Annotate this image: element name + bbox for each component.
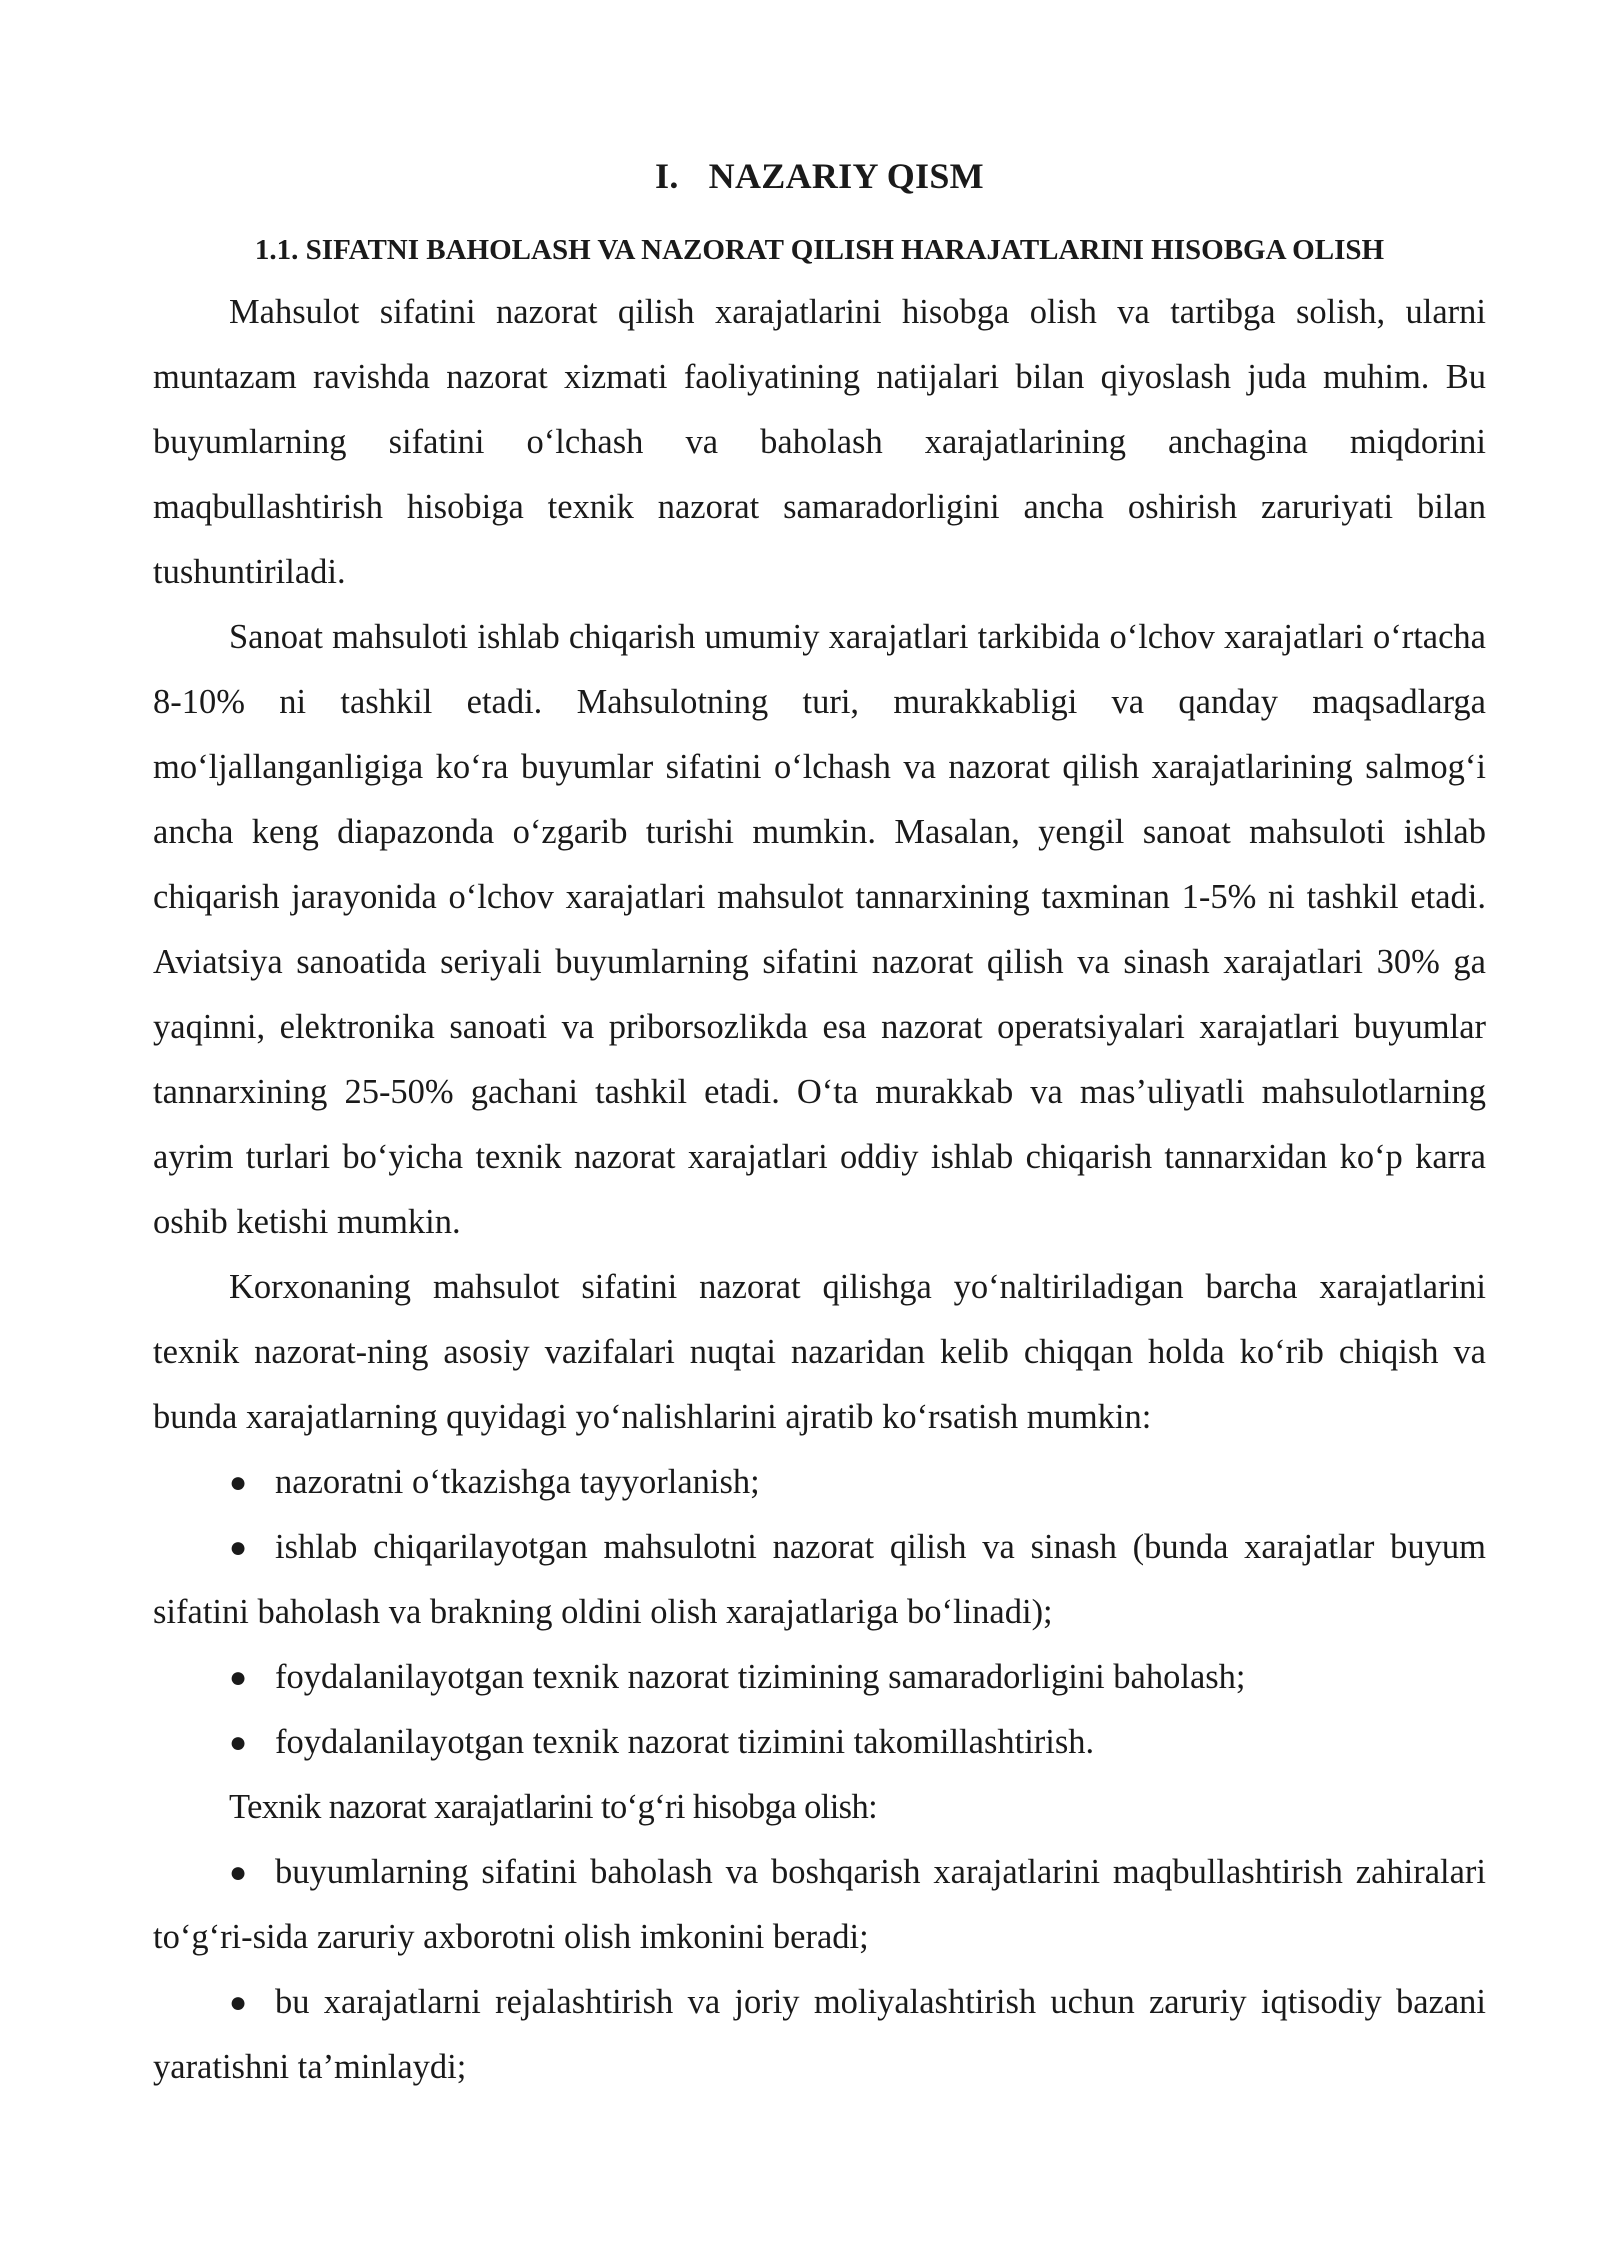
paragraph-2: Sanoat mahsuloti ishlab chiqarish umumiy xarajatlari tarkibida o‘lchov xarajatlari o‘rtacha 8-10% ni tashkil etadi. Mahsulotning turi, murakkabligi va qanday maqsadlarga mo‘ljallanganligiga ko‘ra buyumlar sifatini o‘lchash va nazorat qilish xarajatlarining salmog‘i ancha keng diapazonda o‘zgarib turishi mumkin. Masalan, yengil sanoat mahsuloti ishlab chiqarish jarayonida o‘lchov xarajatlari mahsulot tannarxining taxminan 1-5% ni tashkil etadi. Aviatsiya sanoatida seriyali buyumlarning sifatini nazorat qilish va sinash xarajatlari 30% ga yaqinni, elektronika sanoati va priborsozlikda esa nazorat operatsiyalari xarajatlari buyumlar tannarxining 25-50% gachani tashkil etadi. O‘ta murakkab va mas’uliyatli mahsulotlarning ayrim turlari bo‘yicha texnik nazorat xarajatlari oddiy ishlab chiqarish tannarxidan ko‘p karra oshib ketishi mumkin. (153, 618, 1486, 1241)
list-lead-text: Texnik nazorat xarajatlarini to‘g‘ri hisobga olish: (229, 1788, 878, 1826)
chapter-title-text: NAZARIY QISM (708, 156, 984, 196)
list-item-text: foydalanilayotgan texnik nazorat tizimini takomillashtirish. (275, 1723, 1095, 1761)
chapter-title (153, 150, 1486, 202)
section-title: 1.1. SIFATNI BAHOLASH VA NAZORAT QILISH HARAJATLARINI HISOBGA OLISH (254, 234, 1385, 266)
list-item (153, 1645, 1486, 1710)
chapter-number: I. (655, 156, 679, 196)
bullet-icon: ● (229, 1531, 248, 1564)
bullet-icon: ● (229, 1466, 248, 1499)
list-item (153, 1515, 1486, 1645)
paragraph-3: Korxonaning mahsulot sifatini nazorat qilishga yo‘naltiriladigan barcha xarajatlarini texnik nazorat-ning asosiy vazifalari nuqtai nazaridan kelib chiqqan holda ko‘rib chiqish va bunda xarajatlarning quyidagi yo‘nalishlarini ajratib ko‘rsatish mumkin: (153, 1268, 1486, 1436)
list-item-text: nazoratni o‘tkazishga tayyorlanish; (275, 1463, 760, 1501)
list-item-text: bu xarajatlarni rejalashtirish va joriy moliyalashtirish uchun zaruriy iqtisodiy bazani yaratishni ta’minlaydi; (153, 1983, 1486, 2086)
paragraph-1: Mahsulot sifatini nazorat qilish xarajatlarini hisobga olish va tartibga solish, ularni muntazam ravishda nazorat xizmati faoliyatining natijalari bilan qiyoslash juda muhim. Bu buyumlarning sifatini o‘lchash va baholash xarajatlarining anchagina miqdorini maqbullashtirish hisobiga texnik nazorat samaradorligini ancha oshirish zaruriyati bilan tushuntiriladi. (153, 293, 1486, 591)
bullet-icon: ● (229, 1661, 248, 1694)
list-item-text: buyumlarning sifatini baholash va boshqarish xarajatlarini maqbullashtirish zahiralari to‘g‘ri-sida zaruriy axborotni olish imkonini beradi; (153, 1853, 1486, 1956)
list-item (153, 1450, 1486, 1515)
list-item (153, 1840, 1486, 1970)
list-item-text: ishlab chiqarilayotgan mahsulotni nazorat qilish va sinash (bunda xarajatlar buyum sifatini baholash va brakning oldini olish xarajatlariga bo‘linadi); (153, 1528, 1486, 1631)
list-item (153, 1970, 1486, 2100)
bullet-icon: ● (229, 1986, 248, 2019)
document-page (153, 150, 1486, 2100)
bullet-icon: ● (229, 1726, 248, 1759)
bullet-icon: ● (229, 1856, 248, 1889)
list-item-text: foydalanilayotgan texnik nazorat tizimining samaradorligini baholash; (275, 1658, 1246, 1696)
list-item (153, 1710, 1486, 1775)
